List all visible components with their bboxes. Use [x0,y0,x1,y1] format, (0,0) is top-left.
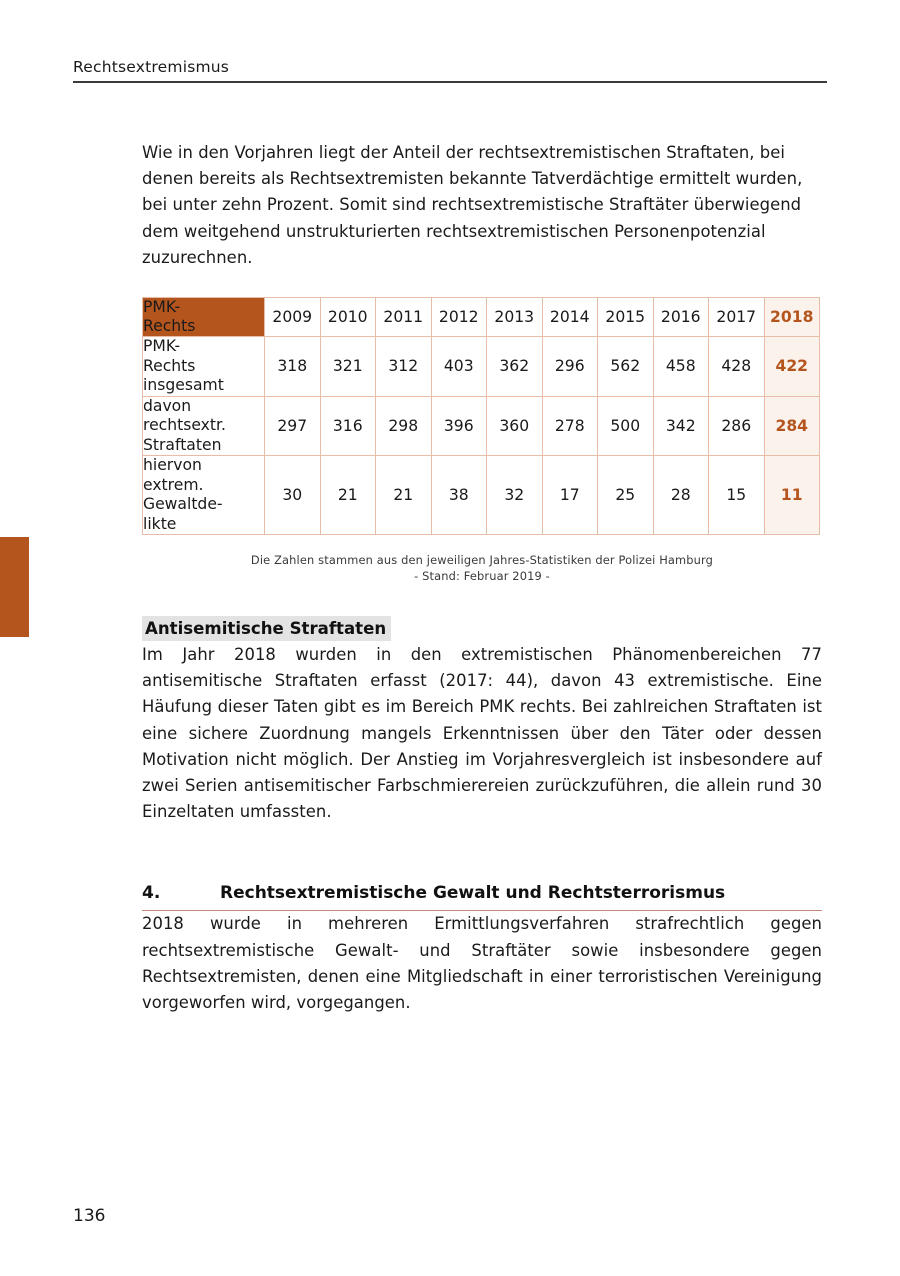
table-cell: 312 [376,337,432,397]
table-row [143,456,820,535]
table-caption [142,553,822,584]
table-cell: 321 [320,337,376,397]
table-cell: 32 [487,456,543,535]
table-header-year-2009: 2009 [265,298,321,337]
table-header-year-2014: 2014 [542,298,598,337]
running-header-title: Rechtsextremismus [73,58,230,76]
table-cell: 30 [265,456,321,535]
running-header [73,58,827,83]
running-header-rule [73,81,827,83]
table-body [143,337,820,535]
table-cell: 38 [431,456,487,535]
table-header-year-2013: 2013 [487,298,543,337]
table-row-label: hiervon extrem. Gewaltde- likte [143,456,265,535]
table-cell: 396 [431,396,487,456]
section-heading-label: Antisemitische Straftaten [142,616,391,641]
table-cell: 28 [653,456,709,535]
chapter-edge-tab [0,537,29,637]
table-cell: 342 [653,396,709,456]
table-row [143,396,820,456]
table-cell: 286 [709,396,765,456]
table-cell: 428 [709,337,765,397]
table-header-year-2015: 2015 [598,298,654,337]
section-heading-4 [142,883,822,911]
table-header-year-2012: 2012 [431,298,487,337]
table-cell: 296 [542,337,598,397]
section-number: 4. [142,883,161,904]
table-cell: 458 [653,337,709,397]
table-header-row [143,298,820,337]
table-header-year-2017: 2017 [709,298,765,337]
table-cell: 362 [487,337,543,397]
table-cell: 316 [320,396,376,456]
table-corner-label: PMK- Rechts [143,298,265,337]
table-cell: 403 [431,337,487,397]
section-title: Rechtsextremistische Gewalt und Rechtsterrorismus [220,883,726,904]
table-cell: 318 [265,337,321,397]
table-header-year-2018: 2018 [764,298,820,337]
table-caption-line-2: - Stand: Februar 2019 - [414,568,550,583]
table-cell: 15 [709,456,765,535]
table-cell: 11 [764,456,820,535]
table-row-label: PMK- Rechts insgesamt [143,337,265,397]
table-cell: 21 [320,456,376,535]
section-heading-antisemitische-straftaten [142,616,822,642]
table-cell: 278 [542,396,598,456]
table-row [143,337,820,397]
statistics-table-wrapper [142,297,822,535]
table-cell: 500 [598,396,654,456]
page-number: 136 [73,1206,106,1226]
table-cell: 21 [376,456,432,535]
table-caption-line-1: Die Zahlen stammen aus den jeweiligen Jahres-Statistiken der Polizei Hamburg [250,553,714,568]
gewalt-paragraph: 2018 wurde in mehreren Ermittlungsverfahren strafrechtlich gegen rechtsextremistische Gewalt- und Straftäter sowie insbesondere gegen Rechtsextremisten, denen eine Mitgliedschaft in einer terroristischen Vereinigung vorgeworfen wird, vorgegangen. [142,914,822,1013]
table-header-year-2011: 2011 [376,298,432,337]
antisemitismus-paragraph: Im Jahr 2018 wurden in den extremistischen Phänomenbereichen 77 antisemitische Straftaten erfasst (2017: 44), davon 43 extremistische. Eine Häufung dieser Taten gibt es im Bereich PMK rechts. Bei zahlreichen Straftaten ist eine sichere Zuordnung mangels Erkenntnissen über den Täter oder dessen Motivation nicht möglich. Der Anstieg im Vorjahresvergleich ist insbesondere auf zwei Serien antisemitischer Farbschmierereien zurückzuführen, die allein rund 30 Einzeltaten umfassten. [142,645,822,822]
table-header-year-2010: 2010 [320,298,376,337]
table-cell: 17 [542,456,598,535]
table-cell: 422 [764,337,820,397]
table-row-label: davon rechtsextr. Straftaten [143,396,265,456]
intro-paragraph: Wie in den Vorjahren liegt der Anteil der rechtsextremistischen Straftaten, bei denen bereits als Rechtsextremisten bekannte Tatverdächtige ermittelt wurden, bei unter zehn Prozent. Somit sind rechtsextremistische Straftäter überwiegend dem weitgehend unstrukturierten rechtsextremistischen Personenpotenzial zuzurechnen. [142,143,803,267]
table-cell: 298 [376,396,432,456]
table-cell: 284 [764,396,820,456]
table-cell: 25 [598,456,654,535]
page-content [142,140,822,1016]
pmk-rechts-table [142,297,820,535]
table-header-year-2016: 2016 [653,298,709,337]
table-cell: 360 [487,396,543,456]
table-cell: 297 [265,396,321,456]
table-cell: 562 [598,337,654,397]
